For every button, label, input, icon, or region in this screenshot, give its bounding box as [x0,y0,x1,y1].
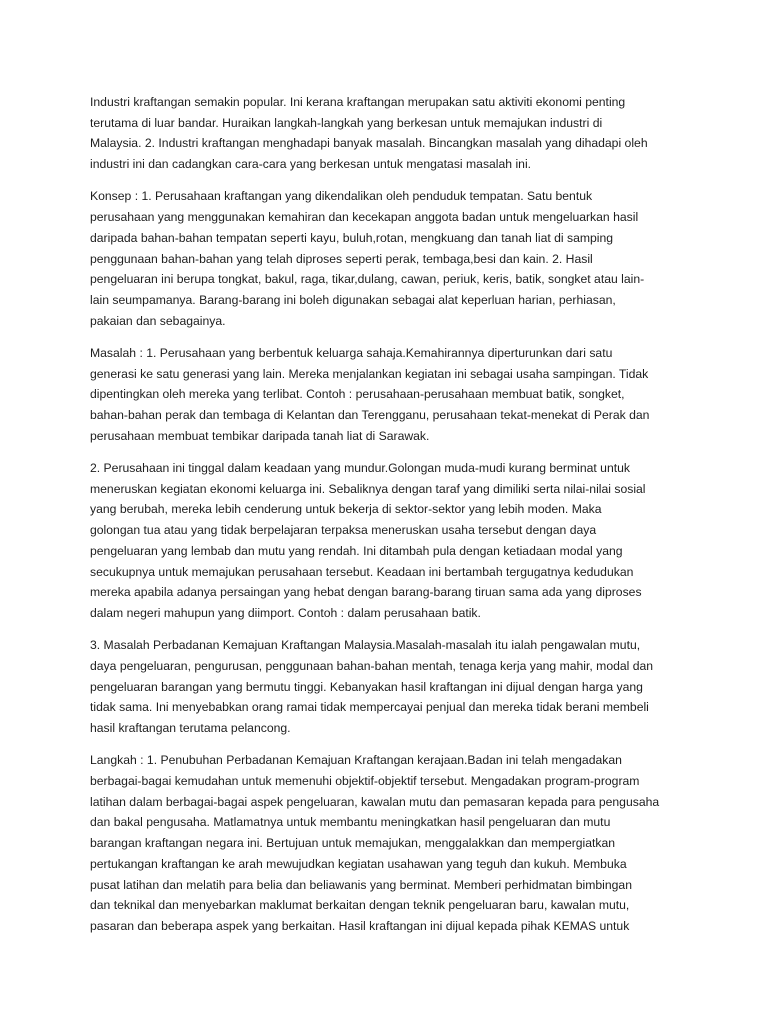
paragraph-masalah-2: 2. Perusahaan ini tinggal dalam keadaan yang mundur.Golongan muda-mudi kurang berminat untuk meneruskan kegiatan ekonomi keluarga ini. Sebaliknya dengan taraf yang dimiliki serta nilai-nilai sosial yang berubah, mereka lebih cenderung untuk bekerja di sektor-sektor yang lebih moden. Maka golongan tua atau yang tidak berpelajaran terpaksa meneruskan usaha tersebut dengan daya pengeluaran yang lembab dan mutu yang rendah. Ini ditambah pula dengan ketiadaan modal yang secukupnya untuk memajukan perusahaan tersebut. Keadaan ini bertambah tergugatnya kedudukan mereka apabila adanya persaingan yang hebat dengan barang-barang tiruan sama ada yang diproses dalam negeri mahupun yang diimport. Contoh : dalam perusahaan batik. [90,461,646,620]
paragraph-masalah-3: 3. Masalah Perbadanan Kemajuan Kraftangan Malaysia.Masalah-masalah itu ialah pengawalan mutu, daya pengeluaran, pengurusan, penggunaan bahan-bahan mentah, tenaga kerja yang mahir, modal dan pengeluaran barangan yang bermutu tinggi. Kebanyakan hasil kraftangan ini dijual dengan harga yang tidak sama. Ini menyebabkan orang ramai tidak mempercayai penjual dan mereka tidak berani membeli hasil kraftangan terutama pelancong. [90,638,654,736]
document-page [90,92,680,948]
paragraph-konsep: Konsep : 1. Perusahaan kraftangan yang dikendalikan oleh penduduk tempatan. Satu bentuk perusahaan yang menggunakan kemahiran dan kecekapan anggota badan untuk mengeluarkan hasil daripada bahan-bahan tempatan seperti kayu, buluh,rotan, mengkuang dan tanah liat di samping penggunaan bahan-bahan yang telah diproses seperti perak, tembaga,besi dan kain. 2. Hasil pengeluaran ini berupa tongkat, bakul, raga, tikar,dulang, cawan, periuk, keris, batik, songket atau lain- lain seumpamanya. Barang-barang ini boleh digunakan sebagai alat keperluan harian, perhiasan, pakaian dan sebagainya. [90,189,645,328]
paragraph-langkah-1: Langkah : 1. Penubuhan Perbadanan Kemajuan Kraftangan kerajaan.Badan ini telah mengadakan berbagai-bagai kemudahan untuk memenuhi objektif-objektif tersebut. Mengadakan program-program latihan dalam berbagai-bagai aspek pengeluaran, kawalan mutu dan pemasaran kepada para pengusaha dan bakal pengusaha. Matlamatnya untuk membantu meningkatkan hasil pengeluaran dan mutu barangan kraftangan negara ini. Bertujuan untuk memajukan, menggalakkan dan mempergiatkan pertukangan kraftangan ke arah mewujudkan kegiatan usahawan yang teguh dan kukuh. Membuka pusat latihan dan melatih para belia dan beliawanis yang berminat. Memberi perhidmatan bimbingan dan teknikal dan menyebarkan maklumat berkaitan dengan teknik pengeluaran baru, kawalan mutu, pasaran dan beberapa aspek yang berkaitan. Hasil kraftangan ini dijual kepada pihak KEMAS untuk [90,753,660,933]
paragraph-masalah-1: Masalah : 1. Perusahaan yang berbentuk keluarga sahaja.Kemahirannya diperturunkan dari satu generasi ke satu generasi yang lain. Mereka menjalankan kegiatan ini sebagai usaha sampingan. Tidak dipentingkan oleh mereka yang terlibat. Contoh : perusahaan-perusahaan membuat batik, songket, bahan-bahan perak dan tembaga di Kelantan dan Terengganu, perusahaan tekat-menekat di Perak dan perusahaan membuat tembikar daripada tanah liat di Sarawak. [90,345,650,443]
paragraph-question: Industri kraftangan semakin popular. Ini kerana kraftangan merupakan satu aktiviti ekonomi penting terutama di luar bandar. Huraikan langkah-langkah yang berkesan untuk memajukan industri di Malaysia. 2. Industri kraftangan menghadapi banyak masalah. Bincangkan masalah yang dihadapi oleh industri ini dan cadangkan cara-cara yang berkesan untuk mengatasi masalah ini. [90,95,648,172]
